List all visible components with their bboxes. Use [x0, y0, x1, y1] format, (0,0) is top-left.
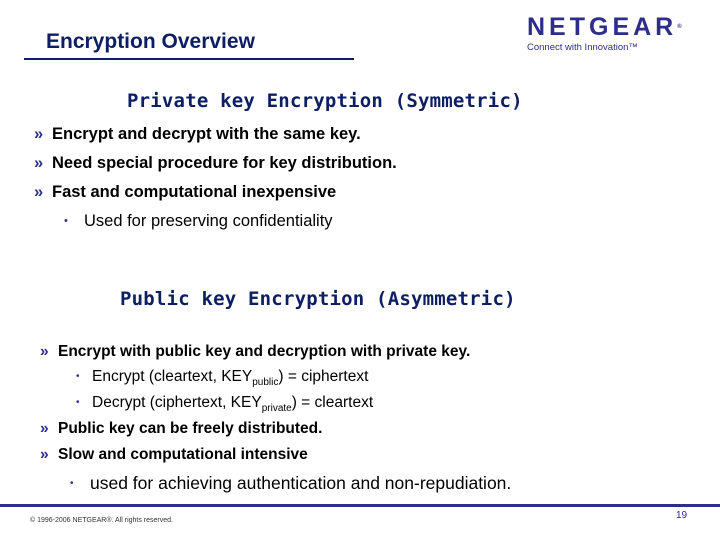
bullet-icon: » [34, 125, 44, 143]
sub-bullet-icon: • [64, 215, 68, 227]
formula-encrypt-pre: Encrypt (cleartext, KEY [92, 368, 253, 385]
sub-bullet-icon: • [76, 371, 80, 382]
bullet-icon: » [40, 343, 49, 360]
logo-tagline: Connect with Innovation™ [527, 42, 638, 53]
list-item [34, 124, 361, 144]
sub-list-item-text: used for achieving authentication and non-repudiation. [90, 473, 512, 493]
sub-list-item-text: Used for preserving confidentiality [84, 212, 333, 230]
title-underline [24, 58, 354, 60]
list-item [40, 342, 470, 362]
logo-registered-mark: ® [677, 24, 682, 30]
formula-decrypt-pre: Decrypt (ciphertext, KEY [92, 394, 262, 411]
list-item-text: Encrypt and decrypt with the same key. [52, 125, 361, 143]
bullet-icon: » [40, 446, 49, 463]
footer-divider [0, 504, 720, 507]
formula-decrypt-post: ) = cleartext [291, 394, 374, 411]
bullet-icon: » [40, 420, 49, 437]
sub-list-item [64, 211, 333, 231]
list-item-text: Need special procedure for key distribution. [52, 154, 397, 172]
public-key-heading: Public key Encryption (Asymmetric) [120, 288, 516, 310]
sub-list-item [70, 472, 511, 495]
page-number: 19 [676, 510, 688, 521]
logo-word: NETGEAR [527, 13, 678, 41]
sub-list-item [76, 367, 368, 393]
sub-bullet-icon: • [70, 478, 74, 489]
slide-title: Encryption Overview [46, 30, 255, 53]
list-item [34, 182, 336, 202]
private-key-heading: Private key Encryption (Symmetric) [127, 90, 523, 112]
list-item-text: Encrypt with public key and decryption with private key. [58, 343, 471, 360]
netgear-logo [527, 13, 692, 53]
bullet-icon: » [34, 183, 44, 201]
sub-bullet-icon: • [76, 397, 80, 408]
formula-encrypt-post: ) = ciphertext [278, 368, 369, 385]
sub-list-item [76, 393, 373, 419]
list-item-text: Public key can be freely distributed. [58, 420, 323, 437]
bullet-icon: » [34, 154, 44, 172]
list-item [34, 153, 397, 173]
formula-encrypt-subscript: public [252, 377, 279, 389]
list-item-text: Fast and computational inexpensive [52, 183, 337, 201]
list-item [40, 419, 322, 439]
list-item-text: Slow and computational intensive [58, 446, 308, 463]
list-item [40, 445, 308, 465]
formula-decrypt-subscript: private [261, 403, 292, 415]
footer-copyright: © 1996-2006 NETGEAR®. All rights reserved. [30, 517, 173, 524]
